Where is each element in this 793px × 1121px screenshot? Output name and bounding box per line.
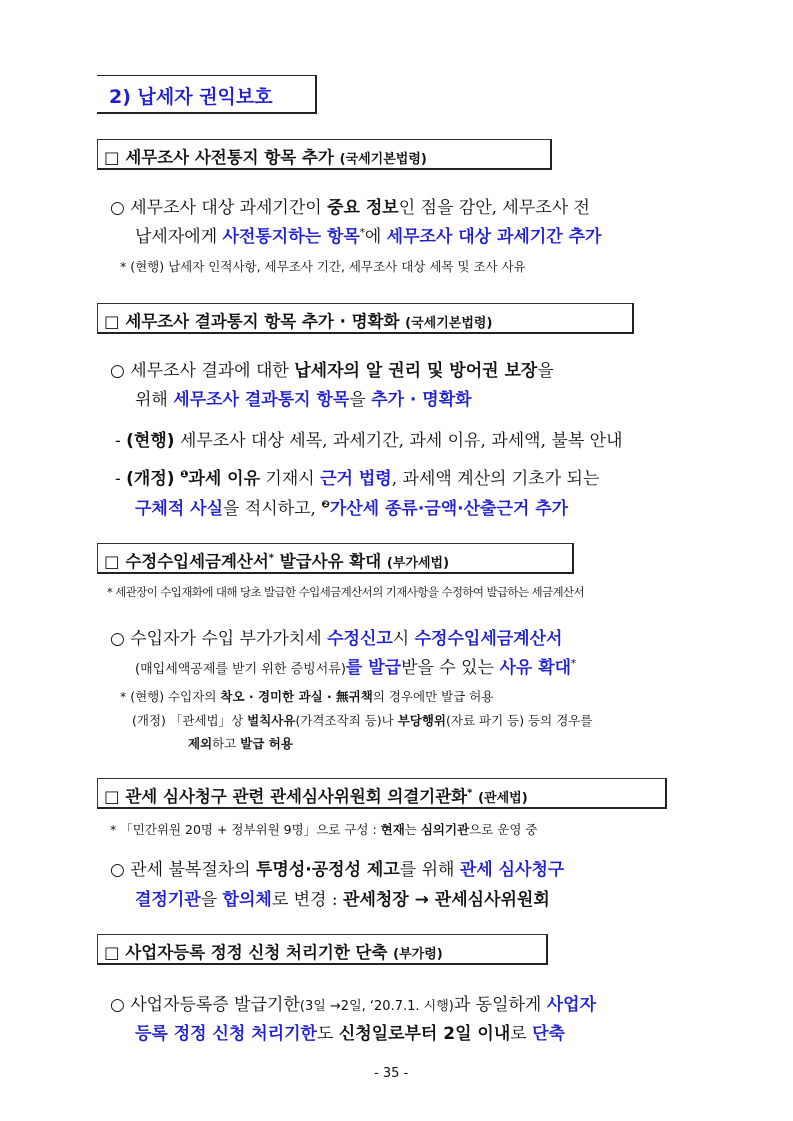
s3-note-revised-cont: 제외하고 발급 허용 xyxy=(188,736,293,751)
topic-header-4-title: □ 관세 심사청구 관련 관세심사위원회 의결기관화 xyxy=(104,787,468,806)
s4-line2: 결정기관을 합의체로 변경 : 관세청장 → 관세심사위원회 xyxy=(135,890,550,910)
s5-line2: 등록 정정 신청 처리기한도 신청일로부터 2일 이내로 단축 xyxy=(135,1024,565,1044)
s1-line2: 납세자에게 사전통지하는 항목*에 세무조사 대상 과세기간 추가 xyxy=(135,227,602,247)
topic-header-1-title: □ 세무조사 사전통지 항목 추가 xyxy=(104,148,334,167)
topic-header-2-title: □ 세무조사 결과통지 항목 추가 · 명확화 xyxy=(104,312,400,331)
topic-header-3-law: (부가세법) xyxy=(386,556,450,571)
s3-line1: ○ 수입자가 수입 부가가치세 수정신고시 수정수입세금계산서 xyxy=(110,629,563,649)
s4-line1: ○ 관세 불복절차의 투명성·공정성 제고를 위해 관세 심사청구 xyxy=(110,860,565,880)
section-title-box xyxy=(97,75,317,114)
s5-line1: ○ 사업자등록증 발급기한(3일 →2일, ‘20.7.1. 시행)과 동일하게 사업자 xyxy=(110,995,597,1015)
topic-header-1-law: (국세기본법령) xyxy=(339,152,427,167)
topic-header-4: □ 관세 심사청구 관련 관세심사위원회 의결기관화* (관세법) xyxy=(97,778,667,809)
s3-footnote: * 세관장이 수입재화에 대해 당초 발급한 수입세금계산서의 기재사항을 수정하여 발급하는 세금계산서 xyxy=(107,585,585,599)
s4-footnote: * 「민간위원 20명 + 정부위원 9명」으로 구성 : 현재는 심의기관으로 운영 중 xyxy=(110,822,538,837)
topic-header-3: □ 수정수입세금계산서* 발급사유 확대 (부가세법) xyxy=(97,543,574,574)
s2-line1: ○ 세무조사 결과에 대한 납세자의 알 권리 및 방어권 보장을 xyxy=(110,361,554,381)
topic-header-2-law: (국세기본법령) xyxy=(405,316,493,331)
page-number: - 35 - xyxy=(374,1066,409,1081)
topic-header-5-law: (부가령) xyxy=(393,947,443,962)
s2-revised-line2: 구체적 사실을 적시하고, $^❷$가산세 종류·금액·산출근거 추가 xyxy=(135,499,569,519)
s2-revised-line1: - (개정) $^❶$과세 이유 기재시 근거 법령, 과세액 계산의 기초가 되는 xyxy=(115,469,600,489)
s2-current: - (현행) 세무조사 대상 세목, 과세기간, 과세 이유, 과세액, 불복 안내 xyxy=(115,431,623,451)
topic-header-3-title: □ 수정수입세금계산서 xyxy=(104,552,269,571)
s2-line2: 위해 세무조사 결과통지 항목을 추가 · 명확화 xyxy=(135,390,472,410)
s1-note: * (현행) 납세자 인적사항, 세무조사 기간, 세무조사 대상 세목 및 조사 사유 xyxy=(120,259,526,274)
s3-note-revised: (개정) 「관세법」상 벌칙사유(가격조작죄 등)나 부당행위(자료 파기 등) 등의 경우를 xyxy=(132,713,593,728)
section-title: 2) 납세자 권익보호 xyxy=(109,86,273,108)
topic-header-2 xyxy=(97,303,634,334)
topic-header-5-title: □ 사업자등록 정정 신청 처리기한 단축 xyxy=(104,943,388,962)
s3-note-current: * (현행) 수입자의 착오 · 경미한 과실 · 無귀책의 경우에만 발급 허용 xyxy=(120,689,494,704)
topic-header-5 xyxy=(97,934,548,965)
topic-header-4-law: (관세법) xyxy=(478,791,528,806)
s1-line1: ○ 세무조사 대상 과세기간이 중요 정보인 점을 감안, 세무조사 전 xyxy=(110,198,590,218)
s3-line2: (매입세액공제를 받기 위한 증빙서류)를 발급받을 수 있는 사유 확대* xyxy=(135,658,577,678)
topic-header-1 xyxy=(97,139,552,170)
